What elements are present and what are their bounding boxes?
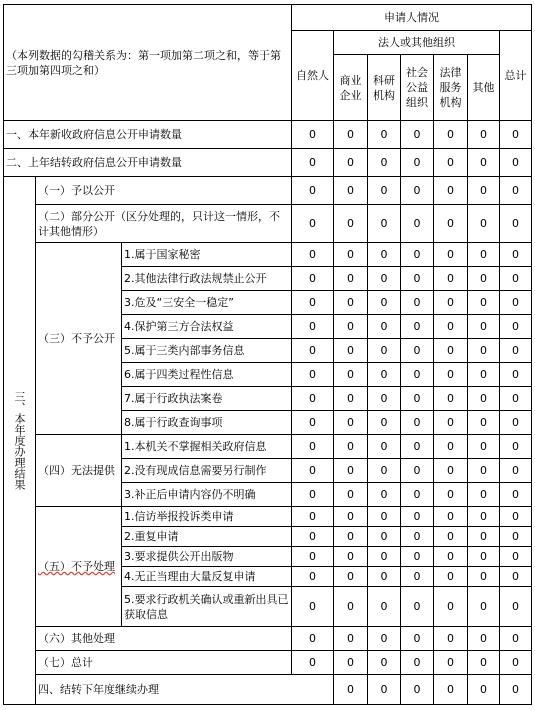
relationship-note: （本列数据的勾稽关系为：第一项加第二项之和，等于第三项加第四项之和） (4, 5, 292, 121)
cell: 0 (368, 177, 401, 205)
row-label: 7.属于行政执法案卷 (122, 387, 292, 411)
row-label: 2.重复申请 (122, 527, 292, 547)
total-header: 总计 (500, 31, 532, 121)
cell: 0 (292, 339, 334, 363)
group-label (36, 507, 122, 627)
cell: 0 (434, 363, 468, 387)
cell: 0 (468, 411, 500, 435)
cell: 0 (334, 547, 368, 567)
other-header: 其他 (468, 55, 500, 121)
cell: 0 (468, 205, 500, 243)
cell: 0 (434, 121, 468, 149)
cell: 0 (292, 507, 334, 527)
group-label-text: （五）不予处理 (38, 560, 115, 573)
cell: 0 (292, 587, 334, 627)
cell: 0 (368, 387, 401, 411)
cell: 0 (468, 587, 500, 627)
row-label: （二）部分公开（区分处理的，只计这一情形，不计其他情形） (36, 205, 292, 243)
cell: 0 (401, 567, 434, 587)
cell: 0 (500, 121, 532, 149)
cell: 0 (334, 315, 368, 339)
cell: 0 (401, 121, 434, 149)
cell: 0 (468, 363, 500, 387)
cell: 0 (468, 435, 500, 459)
row-label: 二、上年结转政府信息公开申请数量 (4, 149, 292, 177)
table-row (4, 507, 532, 527)
row-label: （一）予以公开 (36, 177, 292, 205)
table-row (4, 627, 532, 651)
cell: 0 (292, 363, 334, 387)
cell: 0 (292, 205, 334, 243)
cell: 0 (434, 339, 468, 363)
cell: 0 (292, 121, 334, 149)
row-label: 一、本年新收政府信息公开申请数量 (4, 121, 292, 149)
cell: 0 (334, 567, 368, 587)
cell: 0 (500, 177, 532, 205)
cell: 0 (468, 387, 500, 411)
cell: 0 (334, 651, 368, 675)
disclosure-table (3, 4, 532, 705)
cell: 0 (468, 315, 500, 339)
cell: 0 (468, 527, 500, 547)
cell: 0 (401, 627, 434, 651)
cell: 0 (334, 291, 368, 315)
cell: 0 (500, 567, 532, 587)
cell: 0 (434, 387, 468, 411)
row-label: 4.无正当理由大量反复申请 (122, 567, 292, 587)
cell: 0 (401, 459, 434, 483)
cell: 0 (468, 149, 500, 177)
table-row (4, 177, 532, 205)
cell: 0 (500, 267, 532, 291)
cell: 0 (500, 587, 532, 627)
cell: 0 (500, 627, 532, 651)
cell: 0 (468, 651, 500, 675)
cell: 0 (468, 627, 500, 651)
cell: 0 (401, 651, 434, 675)
cell: 0 (434, 507, 468, 527)
cell: 0 (468, 675, 500, 705)
cell: 0 (334, 363, 368, 387)
cell: 0 (292, 459, 334, 483)
cell: 0 (500, 651, 532, 675)
cell: 0 (292, 315, 334, 339)
cell: 0 (368, 567, 401, 587)
cell: 0 (500, 205, 532, 243)
cell: 0 (334, 483, 368, 507)
cell: 0 (368, 411, 401, 435)
cell: 0 (401, 315, 434, 339)
legal-person-header: 法人或其他组织 (334, 31, 500, 55)
cell: 0 (434, 567, 468, 587)
cell: 0 (434, 675, 468, 705)
cell: 0 (468, 547, 500, 567)
cell: 0 (401, 411, 434, 435)
row-label: 1.属于国家秘密 (122, 243, 292, 267)
cell: 0 (401, 205, 434, 243)
group-label: （四）无法提供 (36, 435, 122, 507)
cell: 0 (500, 527, 532, 547)
cell: 0 (368, 267, 401, 291)
cell: 0 (368, 675, 401, 705)
legal-service-header: 法律服务机构 (434, 55, 468, 121)
social-welfare-header: 社会公益组织 (401, 55, 434, 121)
cell: 0 (334, 205, 368, 243)
row-label: 2.其他法律行政法规禁止公开 (122, 267, 292, 291)
cell: 0 (434, 459, 468, 483)
cell: 0 (368, 547, 401, 567)
cell: 0 (468, 483, 500, 507)
row-label: 4.保护第三方合法权益 (122, 315, 292, 339)
cell: 0 (500, 459, 532, 483)
cell: 0 (468, 459, 500, 483)
cell: 0 (334, 627, 368, 651)
section-three-label: 三、本年度办理结果 (4, 177, 36, 705)
row-label: 8.属于行政查询事项 (122, 411, 292, 435)
row-label: 1.本机关不掌握相关政府信息 (122, 435, 292, 459)
table-row (4, 243, 532, 267)
row-label: （六）其他处理 (36, 627, 292, 651)
natural-person-header: 自然人 (292, 31, 334, 121)
cell: 0 (401, 339, 434, 363)
research-header: 科研机构 (368, 55, 401, 121)
cell: 0 (434, 315, 468, 339)
cell: 0 (434, 411, 468, 435)
cell: 0 (434, 291, 468, 315)
cell: 0 (500, 363, 532, 387)
cell: 0 (368, 587, 401, 627)
cell: 0 (434, 547, 468, 567)
cell: 0 (500, 387, 532, 411)
row-label: 2.没有现成信息需要另行制作 (122, 459, 292, 483)
table-row (4, 675, 532, 705)
cell: 0 (292, 267, 334, 291)
row-label: 3.补正后申请内容仍不明确 (122, 483, 292, 507)
cell: 0 (368, 121, 401, 149)
cell: 0 (292, 411, 334, 435)
cell: 0 (500, 315, 532, 339)
cell: 0 (292, 177, 334, 205)
cell: 0 (334, 411, 368, 435)
cell: 0 (434, 587, 468, 627)
cell: 0 (292, 651, 334, 675)
row-label: 5.要求行政机关确认或重新出具已获取信息 (122, 587, 292, 627)
cell: 0 (334, 121, 368, 149)
cell: 0 (401, 243, 434, 267)
cell: 0 (368, 627, 401, 651)
table-row (4, 435, 532, 459)
cell: 0 (334, 587, 368, 627)
commercial-header: 商业企业 (334, 55, 368, 121)
cell: 0 (500, 483, 532, 507)
row-label: 3.危及“三安全一稳定” (122, 291, 292, 315)
cell: 0 (401, 363, 434, 387)
cell: 0 (401, 507, 434, 527)
cell: 0 (500, 507, 532, 527)
cell: 0 (500, 339, 532, 363)
cell: 0 (401, 547, 434, 567)
cell: 0 (401, 435, 434, 459)
cell: 0 (468, 121, 500, 149)
cell: 0 (334, 339, 368, 363)
cell: 0 (334, 243, 368, 267)
cell: 0 (368, 435, 401, 459)
cell: 0 (401, 267, 434, 291)
cell: 0 (292, 435, 334, 459)
table-row (4, 121, 532, 149)
cell: 0 (368, 527, 401, 547)
cell: 0 (434, 243, 468, 267)
cell: 0 (500, 411, 532, 435)
cell: 0 (401, 483, 434, 507)
cell: 0 (368, 483, 401, 507)
row-label: （七）总计 (36, 651, 292, 675)
row-label: 1.信访举报投诉类申请 (122, 507, 292, 527)
cell: 0 (500, 547, 532, 567)
cell: 0 (500, 149, 532, 177)
cell: 0 (334, 149, 368, 177)
cell: 0 (434, 435, 468, 459)
cell: 0 (468, 291, 500, 315)
cell: 0 (368, 291, 401, 315)
table-row (4, 205, 532, 243)
row-label: 3.要求提供公开出版物 (122, 547, 292, 567)
cell: 0 (292, 483, 334, 507)
group-label: （三）不予公开 (36, 243, 122, 435)
cell: 0 (434, 627, 468, 651)
cell: 0 (434, 267, 468, 291)
cell: 0 (434, 205, 468, 243)
cell: 0 (401, 527, 434, 547)
cell: 0 (500, 291, 532, 315)
table-row (4, 149, 532, 177)
cell: 0 (500, 675, 532, 705)
cell: 0 (334, 675, 368, 705)
cell: 0 (468, 567, 500, 587)
cell: 0 (334, 177, 368, 205)
cell: 0 (368, 363, 401, 387)
cell: 0 (334, 435, 368, 459)
cell: 0 (292, 527, 334, 547)
cell: 0 (368, 243, 401, 267)
cell: 0 (500, 243, 532, 267)
cell: 0 (368, 507, 401, 527)
cell: 0 (401, 177, 434, 205)
row-label: 6.属于四类过程性信息 (122, 363, 292, 387)
cell: 0 (401, 149, 434, 177)
cell: 0 (468, 339, 500, 363)
cell: 0 (334, 507, 368, 527)
table-row (4, 651, 532, 675)
cell: 0 (334, 387, 368, 411)
cell: 0 (468, 177, 500, 205)
cell: 0 (468, 507, 500, 527)
cell: 0 (368, 205, 401, 243)
cell: 0 (334, 527, 368, 547)
cell: 0 (334, 267, 368, 291)
cell: 0 (434, 483, 468, 507)
cell: 0 (368, 651, 401, 675)
cell: 0 (500, 435, 532, 459)
cell: 0 (401, 291, 434, 315)
cell: 0 (368, 315, 401, 339)
cell: 0 (401, 387, 434, 411)
cell: 0 (292, 547, 334, 567)
applicant-header: 申请人情况 (292, 5, 532, 31)
cell: 0 (368, 459, 401, 483)
cell: 0 (368, 149, 401, 177)
cell: 0 (292, 291, 334, 315)
cell: 0 (368, 339, 401, 363)
cell: 0 (292, 387, 334, 411)
cell: 0 (292, 627, 334, 651)
cell: 0 (468, 243, 500, 267)
cell: 0 (334, 459, 368, 483)
cell: 0 (292, 567, 334, 587)
cell: 0 (434, 651, 468, 675)
cell: 0 (434, 149, 468, 177)
cell: 0 (292, 149, 334, 177)
cell: 0 (292, 243, 334, 267)
cell: 0 (468, 267, 500, 291)
cell: 0 (434, 527, 468, 547)
row-label: 四、结转下年度继续办理 (36, 675, 334, 705)
cell: 0 (401, 675, 434, 705)
row-label: 5.属于三类内部事务信息 (122, 339, 292, 363)
cell: 0 (434, 177, 468, 205)
cell: 0 (401, 587, 434, 627)
